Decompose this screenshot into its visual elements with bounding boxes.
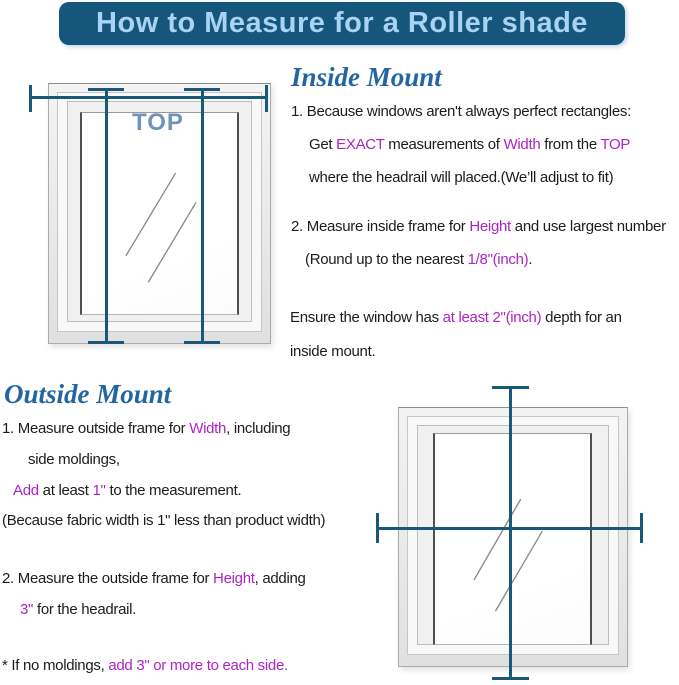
inside-step1-line3: where the headrail will placed.(We’ll adjust to fit) [309,169,614,186]
inside-height-measure-cap-left-bottom [88,341,124,344]
outside-height-measure-cap-top [492,386,529,389]
inside-step2-line1: 2. Measure inside frame for Height and use largest number [291,218,666,235]
outside-step1-line1: 1. Measure outside frame for Width, including [2,420,291,437]
inside-height-measure-line-right [201,89,204,343]
inside-note-line2: inside mount. [290,343,376,360]
outside-step1-line3: Add at least 1" to the measurement. [13,482,242,499]
inside-mount-heading: Inside Mount [291,62,442,92]
inside-height-measure-cap-left-top [88,88,124,91]
outside-footnote: * If no moldings, add 3" or more to each side. [2,657,288,674]
outside-step2-line2: 3" for the headrail. [20,601,137,618]
inside-height-measure-line-left [105,89,108,343]
outside-width-measure-tick-left [376,513,379,543]
inside-step2-line2: (Round up to the nearest 1/8"(inch). [305,251,533,268]
inside-note-line1: Ensure the window has at least 2"(inch) depth for an [290,309,622,326]
outside-width-measure-tick-right [640,513,643,543]
glass-reflection-icon [435,434,590,644]
page-title: How to Measure for a Roller shade [96,7,588,39]
inside-step1-line1: 1. Because windows aren't always perfect rectangles: [291,103,631,120]
window-glass [433,433,592,645]
outside-width-measure-line [377,527,643,530]
outside-mount-heading: Outside Mount [4,379,172,409]
window-glass [80,112,239,315]
inside-height-measure-cap-right-bottom [184,341,220,344]
top-measure-label: TOP [132,109,184,136]
outside-height-measure-cap-bottom [492,677,529,680]
inside-height-measure-cap-right-top [184,88,220,91]
outside-mount-window-illustration [398,407,628,667]
outside-height-measure-line [509,388,512,680]
outside-step1-line2: side moldings, [28,451,120,468]
outside-step2-line1: 2. Measure the outside frame for Height, adding [2,570,306,587]
inside-step1-line2: Get EXACT measurements of Width from the TOP [309,136,631,153]
header-banner [59,2,625,45]
outside-step1-line4: (Because fabric width is 1" less than product width) [2,512,326,529]
inside-width-measure-tick-left [29,85,32,112]
inside-width-measure-line [29,96,268,99]
inside-width-measure-tick-right [265,85,268,112]
